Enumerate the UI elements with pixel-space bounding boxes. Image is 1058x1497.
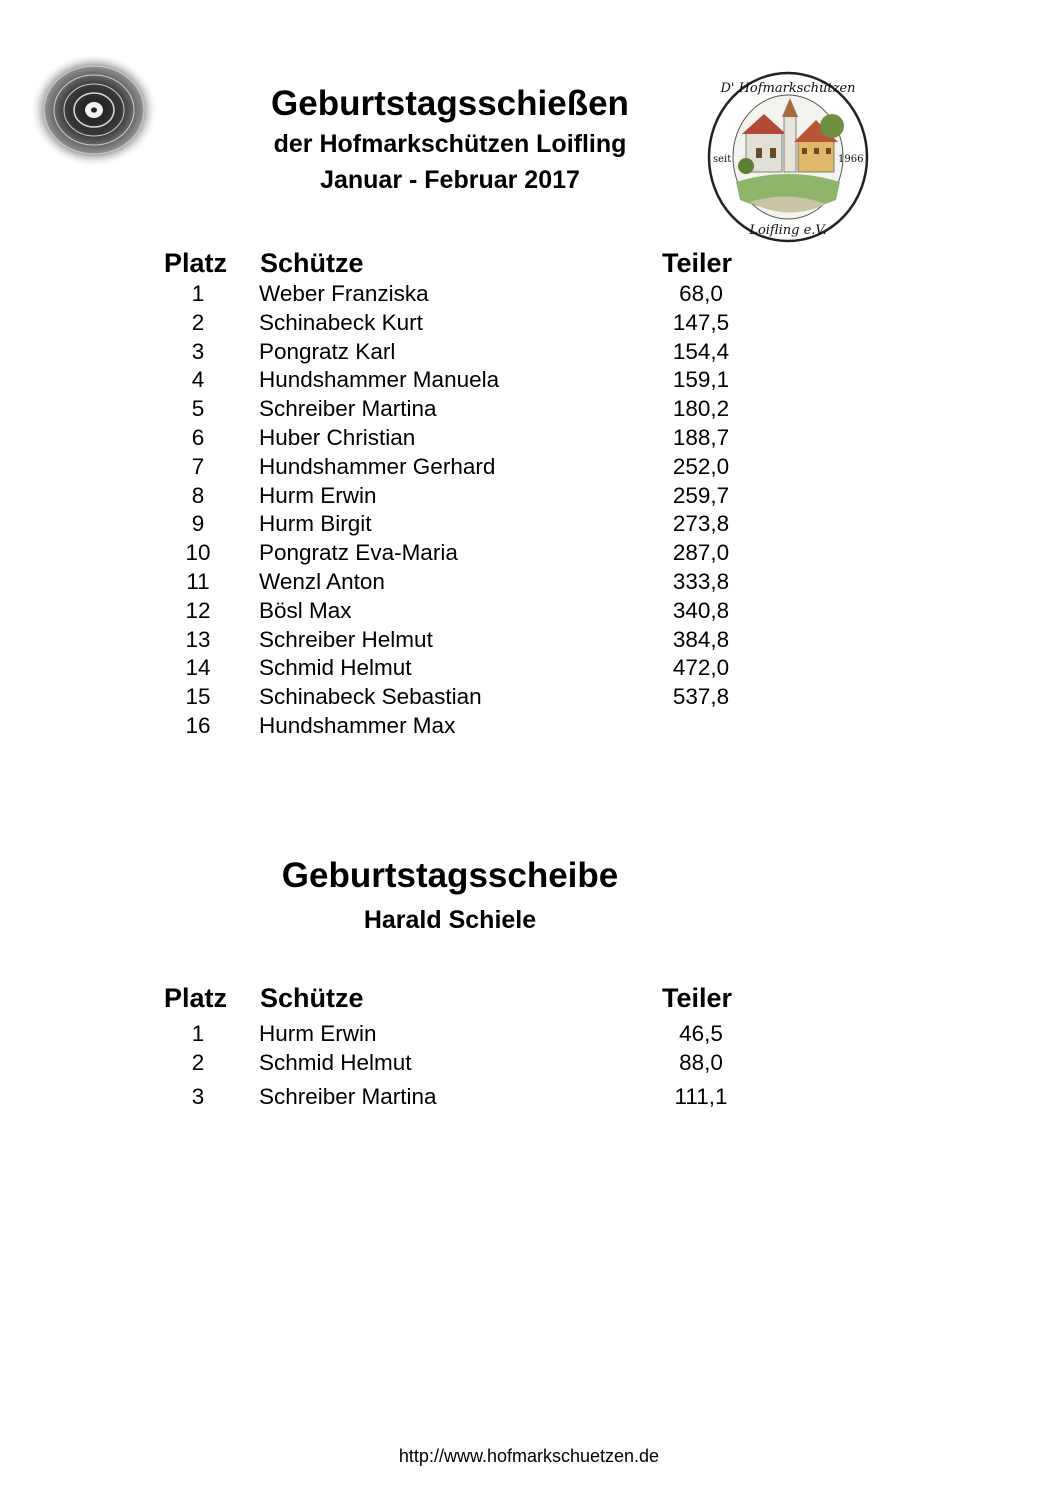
table-row [0, 654, 1058, 682]
page-title: Geburtstagsschießen [271, 84, 629, 123]
table-row [0, 597, 1058, 625]
shooter-name-cell: Hundshammer Max [259, 713, 456, 738]
teiler-value-cell: 111,1 [674, 1084, 728, 1109]
shooter-name-cell: Bösl Max [259, 597, 352, 623]
shooter-name-cell: Hundshammer Manuela [259, 367, 500, 393]
column-header-teiler: Teiler [662, 248, 733, 278]
rank-cell: 12 [185, 597, 211, 623]
rank-cell: 5 [191, 396, 205, 422]
teiler-value-cell: 88,0 [679, 1050, 723, 1075]
rank-cell: 4 [191, 367, 205, 393]
table-row [0, 568, 1058, 596]
rank-cell: 1 [191, 281, 205, 306]
table-row [0, 482, 1058, 510]
rank-cell: 14 [185, 655, 211, 681]
rank-cell: 15 [185, 684, 211, 710]
teiler-value-cell: 252,0 [672, 453, 730, 479]
shooter-name-cell: Schmid Helmut [259, 1050, 412, 1075]
table-row [0, 309, 1058, 337]
rank-cell: 3 [191, 338, 205, 364]
period-subtitle: Januar - Februar 2017 [320, 166, 580, 194]
column-header-platz: Platz [164, 248, 228, 278]
shooter-name-cell: Hurm Erwin [259, 482, 377, 508]
table-row [0, 280, 1058, 308]
teiler-value-cell: 273,8 [672, 511, 730, 537]
shooter-name-cell: Hurm Erwin [259, 1021, 377, 1046]
shooter-name-cell: Schreiber Martina [259, 396, 437, 422]
shooter-name-cell: Huber Christian [259, 425, 416, 450]
rank-cell: 1 [191, 1021, 205, 1046]
shooter-name-cell: Weber Franziska [259, 281, 429, 306]
rank-cell: 3 [191, 1084, 205, 1109]
rank-cell: 2 [191, 309, 205, 335]
shooter-name-cell: Schreiber Helmut [259, 626, 433, 652]
teiler-value-cell: 537,8 [672, 684, 730, 710]
table-row [0, 712, 1058, 740]
table-row [0, 510, 1058, 538]
teiler-value-cell: 68,0 [679, 281, 723, 306]
rank-cell: 6 [191, 425, 205, 450]
column-header-schuetze: Schütze [260, 248, 364, 278]
teiler-value-cell: 340,8 [672, 597, 730, 623]
table-row [0, 424, 1058, 452]
teiler-value-cell: 188,7 [672, 425, 730, 450]
teiler-value-cell: 180,2 [672, 396, 730, 422]
teiler-value-cell: 384,8 [672, 626, 730, 652]
seal-text-right: 1966 [838, 154, 864, 165]
rank-cell: 8 [191, 482, 205, 508]
table-row [0, 395, 1058, 423]
shooter-name-cell: Schreiber Martina [259, 1084, 437, 1109]
shooter-name-cell: Hurm Birgit [259, 511, 372, 537]
teiler-value-cell: 154,4 [672, 338, 730, 364]
table-row [0, 1020, 1058, 1048]
rank-cell: 7 [191, 453, 205, 479]
rank-cell: 11 [186, 569, 210, 594]
shooter-name-cell: Pongratz Karl [259, 338, 396, 364]
rank-cell: 9 [191, 511, 205, 537]
club-subtitle: der Hofmarkschützen Loifling [273, 130, 627, 158]
shooter-name-cell: Wenzl Anton [259, 569, 385, 594]
club-seal-logo [706, 70, 870, 244]
shooter-name-cell: Hundshammer Gerhard [259, 453, 496, 479]
section-subtitle-scheibe: Harald Schiele [363, 906, 537, 934]
teiler-value-cell: 147,5 [672, 309, 730, 335]
seal-text-bottom: Loifling e.V. [749, 223, 827, 238]
table-row [0, 683, 1058, 711]
table-row [0, 338, 1058, 366]
seal-text-left: seit [713, 154, 732, 165]
shooter-name-cell: Schmid Helmut [259, 655, 412, 681]
rank-cell: 2 [191, 1050, 205, 1075]
table-row [0, 539, 1058, 567]
teiler-value-cell: 259,7 [672, 482, 730, 508]
section-title-scheibe: Geburtstagsscheibe [281, 856, 619, 895]
rank-cell: 16 [185, 713, 211, 738]
shooter-name-cell: Pongratz Eva-Maria [259, 540, 458, 566]
column-header-teiler-2: Teiler [662, 983, 733, 1013]
seal-text-top: D' Hofmarkschützen [720, 81, 856, 96]
teiler-value-cell: 333,8 [672, 569, 730, 594]
teiler-value-cell: 46,5 [679, 1021, 723, 1046]
shooting-target-icon [28, 52, 160, 168]
rank-cell: 10 [185, 540, 211, 566]
teiler-value-cell: 287,0 [672, 540, 730, 566]
rank-cell: 13 [185, 626, 211, 652]
teiler-value-cell: 159,1 [672, 367, 730, 393]
table-row [0, 453, 1058, 481]
shooter-name-cell: Schinabeck Kurt [259, 309, 423, 335]
table-row [0, 626, 1058, 654]
column-header-schuetze-2: Schütze [260, 983, 364, 1013]
shooter-name-cell: Schinabeck Sebastian [259, 684, 482, 710]
table-row [0, 1049, 1058, 1077]
table-row [0, 1083, 1058, 1111]
teiler-value-cell: 472,0 [672, 655, 730, 681]
table-row [0, 366, 1058, 394]
column-header-platz-2: Platz [164, 983, 228, 1013]
footer-url: http://www.hofmarkschuetzen.de [398, 1446, 660, 1466]
